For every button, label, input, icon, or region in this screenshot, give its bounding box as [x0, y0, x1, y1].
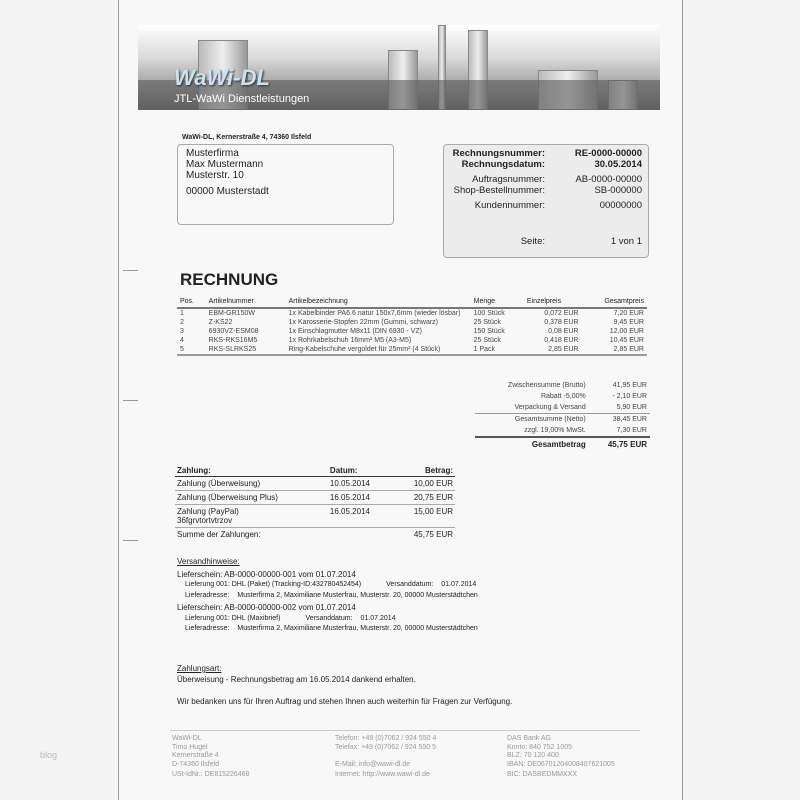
table-cell: 150 Stück — [473, 328, 505, 335]
table-cell: 5 — [180, 346, 184, 353]
table-cell: 25 Stück — [473, 319, 501, 326]
table-cell: 1x Karosserie-Stopfen 22mm (Gummi, schwarz) — [288, 319, 439, 326]
footer-divider — [170, 730, 640, 731]
header-banner — [138, 25, 660, 110]
label: Rechnungsnummer: — [452, 148, 545, 159]
col-header: Einzelpreis — [524, 296, 582, 308]
payment-sum-row — [175, 528, 455, 542]
payment-method — [177, 664, 512, 708]
order-number: AB-0000-00000 — [575, 174, 642, 185]
address-label: Lieferadresse: — [185, 625, 230, 632]
table-cell: 2 — [180, 319, 184, 326]
payments-table — [175, 465, 455, 541]
footer-line: DAS Bank AG — [507, 735, 551, 742]
table-row — [177, 318, 647, 327]
table-cell: EBM-GR150W — [208, 310, 255, 317]
footer-line: Telefax: +49 (0)7062 / 924 550 5 — [335, 743, 436, 751]
watermark: blog — [40, 750, 58, 760]
page-number: 1 von 1 — [610, 236, 642, 247]
payment-date: 10.05.2014 — [328, 477, 392, 491]
footer-line: D-74360 Ilsfeld — [172, 760, 220, 768]
fold-mark — [123, 400, 138, 401]
table-cell: 1x Kabelbinder PA6.6 natur 150x7,6mm (wieder lösbar) — [288, 310, 461, 317]
total-label: Zwischensumme (Brutto) — [507, 382, 586, 389]
footer-line: BLZ: 70 120 400 — [507, 752, 559, 759]
col-header: Datum: — [328, 465, 392, 477]
table-cell: 9,45 EUR — [613, 319, 644, 326]
footer-line: Kernerstraße 4 — [172, 752, 219, 759]
delivery-slip: Lieferschein: AB-0000-00000-002 vom 01.07.2014 — [177, 603, 356, 612]
section-title: Zahlungsart: — [177, 664, 222, 673]
payment-date: 16.05.2014 — [328, 505, 392, 528]
recipient-address — [177, 144, 394, 225]
table-row — [177, 345, 647, 355]
label: Shop-Bestellnummer: — [453, 185, 545, 196]
table-cell: 25 Stück — [473, 337, 501, 344]
footer-line: Timo Hugel — [172, 743, 208, 751]
col-header: Zahlung: — [175, 465, 328, 477]
total-label: Verpackung & Versand — [514, 404, 586, 411]
delivery-address-line — [177, 591, 597, 602]
table-cell: 2,85 EUR — [613, 346, 644, 353]
footer-company — [172, 735, 249, 780]
delivery-carrier: Lieferung 001: DHL (Paket) (Tracking-ID:432780452454) — [185, 581, 362, 588]
delivery-note — [177, 570, 597, 602]
table-cell: 4 — [180, 337, 184, 344]
payment-sum-label: Summe der Zahlungen: — [177, 530, 261, 539]
table-cell: 12,00 EUR — [609, 328, 644, 335]
payment-label: Zahlung (Überweisung) — [177, 479, 261, 488]
footer-line — [335, 752, 436, 761]
delivery-slip: Lieferschein: AB-0000-00000-001 vom 01.07.2014 — [177, 569, 356, 579]
col-header: Menge — [471, 296, 524, 308]
address-label: Lieferadresse: — [185, 591, 230, 599]
sender-line: WaWi-DL, Kernerstraße 4, 74360 Ilsfeld — [182, 134, 312, 141]
table-row — [177, 336, 647, 345]
total-row — [475, 402, 650, 414]
total-row — [475, 391, 650, 402]
payment-row — [175, 491, 455, 505]
col-header: Gesamtpreis — [582, 296, 648, 308]
payment-method-text: Überweisung - Rechnungsbetrag am 16.05.2014 dankend erhalten. — [177, 674, 416, 684]
total-row — [475, 414, 650, 426]
table-cell: 100 Stück — [473, 310, 505, 317]
fold-mark — [123, 540, 138, 541]
total-label: zzgl. 19,00% MwSt. — [524, 427, 586, 434]
payment-amount: 10,00 EUR — [392, 477, 455, 491]
payment-row — [175, 477, 455, 491]
address-line: Max Mustermann — [186, 159, 264, 170]
footer-line: Konto: 840 752 1005 — [507, 743, 573, 751]
table-cell: Ring-Kabelschuhe vergoldet für 25mm² (4 Stück) — [288, 346, 441, 353]
footer-contact — [335, 735, 436, 780]
footer-line: BIC: DASBEDMMXXX — [507, 771, 578, 778]
payment-row — [175, 505, 455, 528]
payment-type — [175, 491, 328, 505]
invoice-number: RE-0000-00000 — [574, 148, 642, 159]
table-cell: 1 — [180, 310, 184, 317]
payment-type — [175, 505, 328, 528]
invoice-info — [443, 144, 649, 258]
col-header: Pos. — [177, 296, 206, 308]
total-label: Gesamtbetrag — [531, 440, 586, 449]
table-cell: 1x Einschlagmutter M8x11 (DIN 6930 - VZ) — [288, 328, 422, 335]
payment-date: 16.05.2014 — [328, 491, 392, 505]
delivery-note — [177, 603, 597, 635]
document-title: RECHNUNG — [180, 270, 279, 289]
ship-date-label: Versanddatum: — [305, 614, 353, 622]
delivery-line — [177, 614, 597, 625]
total-value: 5,90 EUR — [616, 404, 647, 411]
total-row — [475, 425, 650, 437]
table-cell: 2,85 EUR — [548, 346, 579, 353]
total-label: Gesamtsumme (Netto) — [514, 416, 586, 423]
payment-label: Zahlung (Überweisung Plus) — [177, 493, 278, 502]
col-header: Betrag: — [392, 465, 455, 477]
table-cell: RKS-RKS16M5 — [208, 337, 258, 344]
customer-number: 00000000 — [599, 200, 642, 211]
table-cell: 3 — [180, 328, 184, 335]
table-row — [177, 308, 647, 318]
thanks-text: Wir bedanken uns für Ihren Auftrag und stehen Ihnen auch weiterhin für Fragen zur Verfügung. — [177, 697, 513, 706]
total-value: 38,45 EUR — [612, 416, 647, 423]
table-cell: Z-KS22 — [208, 319, 233, 326]
payment-reference: 36fgrvtortvtrzov — [177, 516, 233, 525]
payment-type — [175, 477, 328, 491]
items-table — [177, 296, 647, 356]
delivery-line — [177, 580, 597, 591]
table-cell: RKS-SLRKS25 — [208, 346, 257, 353]
delivery-address: Musterfirma 2, Maximiliane Musterfrau, Musterstr. 20, 00000 Musterstädtchen — [237, 625, 478, 632]
shop-order-number: SB-000000 — [594, 185, 642, 196]
ship-date: 01.07.2014 — [441, 581, 477, 588]
total-value: 7,30 EUR — [616, 427, 647, 434]
table-cell: 0,072 EUR — [544, 310, 579, 317]
logo: WaWi-DL — [174, 65, 270, 90]
footer-line: E-Mail: info@wawi-dl.de — [335, 760, 411, 768]
col-header: Artikelnummer — [206, 296, 286, 308]
total-value: - 2,10 EUR — [612, 393, 647, 400]
table-cell: 0,08 EUR — [548, 328, 579, 335]
shipping-notes — [177, 557, 597, 635]
label: Auftragsnummer: — [472, 174, 545, 185]
fold-mark — [123, 270, 138, 271]
address-line: 00000 Musterstadt — [186, 186, 269, 197]
table-cell: 1x Rohrkabelschuh 16mm² M5 (A3-M5) — [288, 337, 412, 344]
footer-line: IBAN: DE06701204008407621005 — [507, 760, 615, 768]
footer-line: Telefon: +49 (0)7062 / 924 550 4 — [335, 735, 437, 742]
payment-amount: 20,75 EUR — [392, 491, 455, 505]
table-cell: 0,378 EUR — [544, 319, 579, 326]
table-cell: 7,20 EUR — [613, 310, 644, 317]
table-cell: 10,45 EUR — [609, 337, 644, 344]
totals-table — [475, 380, 650, 451]
delivery-address: Musterfirma 2, Maximiliane Musterfrau, Musterstr. 20, 00000 Musterstädtchen — [237, 591, 478, 599]
ship-date-label: Versanddatum: — [386, 581, 434, 588]
label: Rechnungsdatum: — [461, 159, 545, 170]
col-header: Artikelbezeichnung — [286, 296, 471, 308]
footer-line: USt-IdNr.: DE815226468 — [172, 771, 250, 778]
table-row — [177, 327, 647, 336]
payment-amount: 15,00 EUR — [392, 505, 455, 528]
tagline: JTL-WaWi Dienstleistungen — [174, 93, 310, 105]
total-value: 41,95 EUR — [612, 382, 647, 389]
footer-line: Internet: http://www.wawi-dl.de — [335, 771, 430, 778]
address-line: Musterstr. 10 — [186, 170, 244, 181]
delivery-carrier: Lieferung 001: DHL (Maxibrief) — [185, 614, 281, 622]
invoice-date: 30.05.2014 — [594, 159, 642, 170]
total-label: Rabatt -5,00% — [540, 393, 586, 400]
total-row — [475, 380, 650, 391]
ship-date: 01.07.2014 — [360, 614, 396, 622]
address-line: Musterfirma — [186, 148, 239, 159]
total-row — [475, 437, 650, 451]
table-cell: 1 Pack — [473, 346, 496, 353]
delivery-address-line — [177, 624, 597, 635]
table-cell: 6930VZ-ESM08 — [208, 328, 259, 335]
label: Kundennummer: — [474, 200, 545, 211]
table-cell: 0,418 EUR — [544, 337, 579, 344]
section-title: Versandhinweise: — [177, 557, 240, 566]
payment-sum: 45,75 EUR — [413, 530, 453, 539]
footer-bank — [507, 735, 615, 780]
total-value: 45,75 EUR — [607, 440, 647, 449]
footer-line: WaWi-DL — [172, 735, 202, 742]
payment-label: Zahlung (PayPal) — [177, 507, 239, 516]
label: Seite: — [520, 236, 545, 247]
